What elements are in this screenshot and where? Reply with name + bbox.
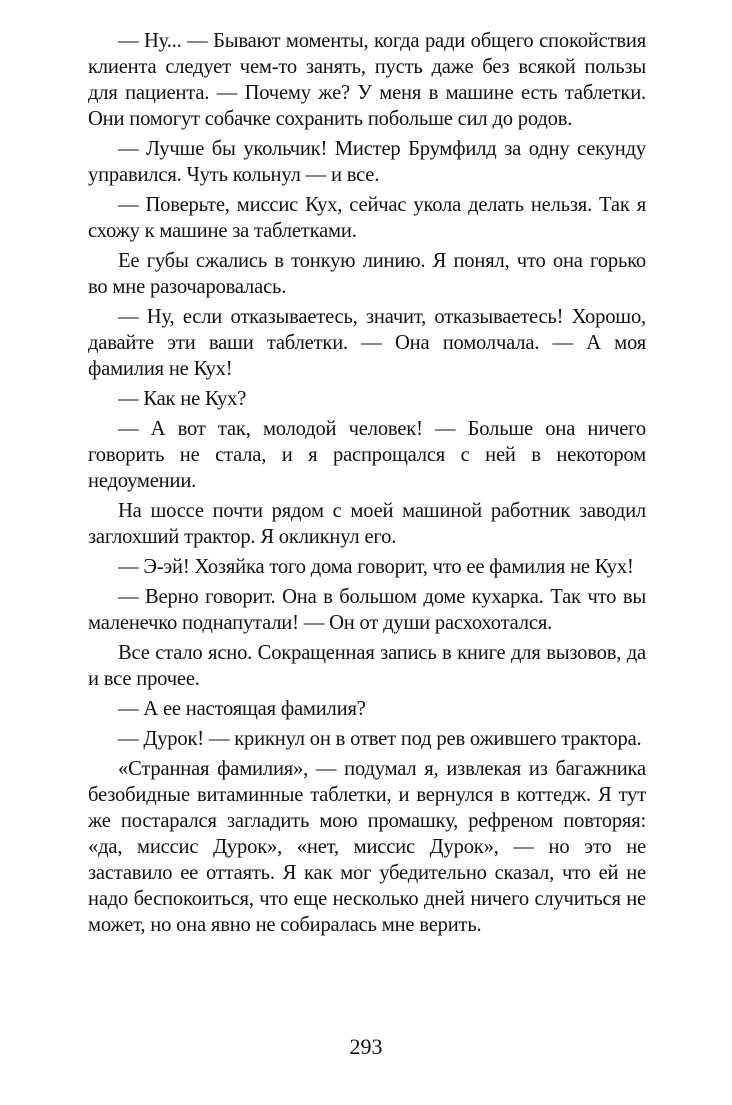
paragraph: — Как не Кух?	[118, 388, 247, 410]
paragraph: — Поверьте, миссис Кух, сейчас укола делать нельзя. Так я схожу к машине за таблетками.	[88, 194, 646, 242]
paragraph: «Странная фамилия», — подумал я, извлекая из багажника безобидные витаминные таблетки, и вернулся в коттедж. Я тут же постарался загладить мою промашку, рефреном повторяя: «да, миссис Дурок», «нет, миссис Дурок», — но это не заставило ее оттаять. Я как мог убедительно сказал, что ей не надо беспокоиться, что еще несколько дней ничего случиться не может, но она явно не собиралась мне верить.	[88, 758, 646, 936]
page-text	[88, 28, 646, 942]
paragraph: — Ну, если отказываетесь, значит, отказываетесь! Хорошо, давайте эти ваши таблетки. — Она помолчала. — А моя фамилия не Кух!	[88, 306, 646, 380]
page-number: 293	[349, 1034, 383, 1059]
paragraph: — А вот так, молодой человек! — Больше она ничего говорить не стала, и я распрощался с ней в некотором недоумении.	[88, 418, 646, 492]
paragraph: На шоссе почти рядом с моей машиной работник заводил заглохший трактор. Я окликнул его.	[88, 500, 646, 548]
paragraph: — Лучше бы укольчик! Мистер Брумфилд за одну секунду управился. Чуть кольнул — и все.	[88, 138, 646, 186]
paragraph: — Дурок! — крикнул он в ответ под рев ожившего трактора.	[118, 728, 642, 750]
paragraph: Все стало ясно. Сокращенная запись в книге для вызовов, да и все прочее.	[88, 642, 646, 690]
paragraph: — Верно говорит. Она в большом доме кухарка. Так что вы маленечко поднапутали! — Он от души расхохотался.	[88, 586, 646, 634]
paragraph: — А ее настоящая фамилия?	[118, 698, 366, 720]
paragraph: — Ну... — Бывают моменты, когда ради общего спокойствия клиента следует чем-то занять, пусть даже без всякой пользы для пациента. — Почему же? У меня в машине есть таблетки. Они помогут собачке сохранить побольше сил до родов.	[88, 30, 646, 130]
paragraph: — Э-эй! Хозяйка того дома говорит, что ее фамилия не Кух!	[118, 556, 634, 578]
paragraph: Ее губы сжались в тонкую линию. Я понял, что она горько во мне разочаровалась.	[88, 250, 646, 298]
